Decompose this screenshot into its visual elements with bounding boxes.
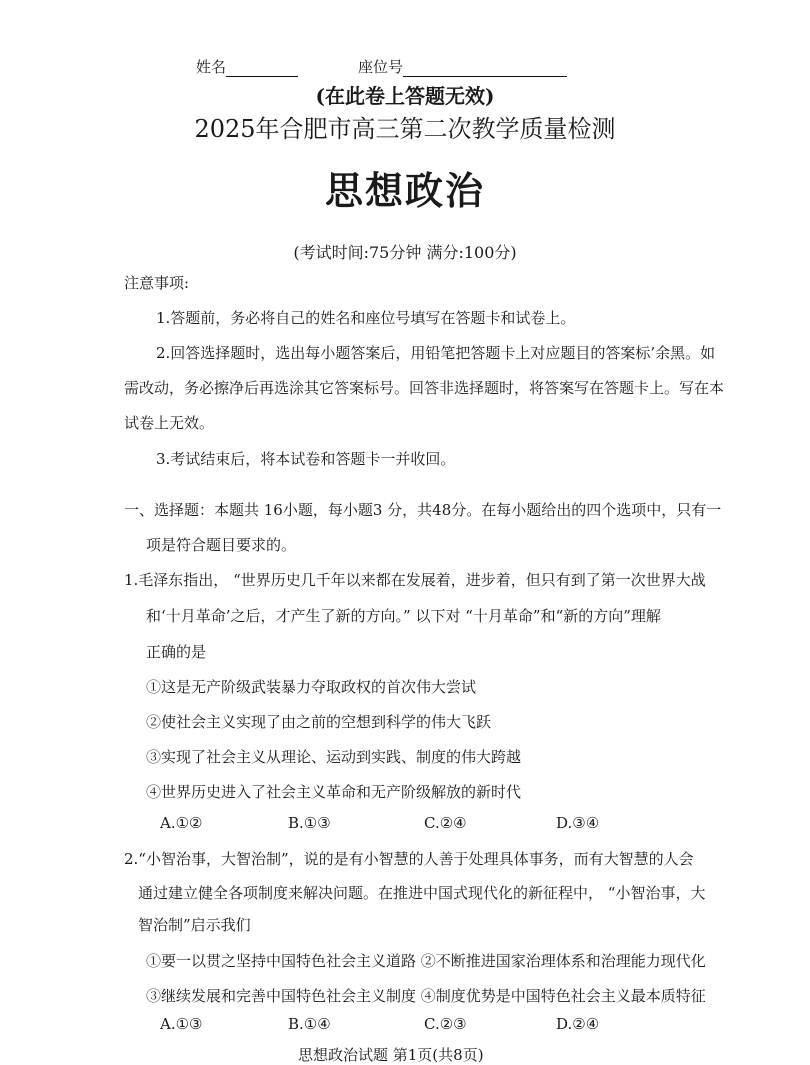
invalid-note: (在此卷上答题无效) (315, 84, 495, 108)
name-label: 姓名 (196, 58, 227, 76)
name-blank (226, 60, 298, 77)
q2-option-c: C.②③ (424, 1015, 467, 1033)
note-item-2-line-2: 需改动，务必擦净后再选涂其它答案标号。回答非选择题时，将答案写在答题卡上。写在本 (124, 379, 725, 397)
section-1-line-1: 一、选择题：本题共 16小题，每小题3 分，共48分。在每小题给出的四个选项中，只有一 (124, 501, 722, 519)
seat-blank (403, 60, 567, 77)
q2-line-1: 2.“小智治事，大智治制”，说的是有小智慧的人善于处理具体事务，而有大智慧的人会 (124, 850, 694, 868)
q2-statements-3-4: ③继续发展和完善中国特色社会主义制度 ④制度优势是中国特色社会主义最本质特征 (146, 987, 706, 1005)
q1-line-1: 1.毛泽东指出， “世界历史几千年以来都在发展着，进步着，但只有到了第一次世界大战 (124, 571, 706, 589)
name-seat-row (196, 56, 567, 77)
q2-option-d: D.②④ (556, 1015, 600, 1033)
q1-option-c: C.②④ (424, 814, 467, 832)
q2-line-2: 通过建立健全各项制度来解决问题。在推进中国式现代化的新征程中， “小智治事，大 (138, 884, 706, 902)
q2-option-b: B.①④ (288, 1015, 331, 1033)
q2-line-3: 智治制”启示我们 (138, 916, 251, 934)
q1-line-3: 正确的是 (146, 643, 207, 661)
note-item-3: 3.考试结束后，将本试卷和答题卡一并收回。 (156, 450, 456, 468)
q1-option-a: A.①② (160, 814, 203, 832)
q1-option-d: D.③④ (556, 814, 600, 832)
note-item-2-line-1: 2.回答选择题时，选出每小题答案后，用铅笔把答题卡上对应题目的答案标’余黑。如 (156, 344, 716, 362)
note-item-1: 1.答题前，务必将自己的姓名和座位号填写在答题卡和试卷上。 (156, 309, 576, 327)
q1-statement-3: ③实现了社会主义从理论、运动到实践、制度的伟大跨越 (146, 748, 522, 766)
notes-title: 注意事项: (124, 274, 190, 292)
q1-statement-4: ④世界历史进入了社会主义革命和无产阶级解放的新时代 (146, 783, 522, 801)
note-item-2-line-3: 试卷上无效。 (124, 414, 215, 432)
seat-label: 座位号 (358, 58, 404, 76)
time-info: (考试时间:75分钟 满分:100分) (293, 243, 517, 262)
q2-option-a: A.①③ (160, 1015, 203, 1033)
page-footer: 思想政治试题 第1页(共8页) (298, 1046, 484, 1064)
q1-option-b: B.①③ (288, 814, 331, 832)
q1-statement-1: ①这是无产阶级武装暴力夺取政权的首次伟大尝试 (146, 678, 477, 696)
exam-title: 2025年合肥市高三第二次教学质量检测 (194, 115, 616, 143)
subject-title: 思想政治 (324, 168, 485, 213)
section-1-line-2: 项是符合题目要求的。 (146, 536, 297, 554)
q2-statements-1-2: ①要一以贯之坚持中国特色社会主义道路 ②不断推进国家治理体系和治理能力现代化 (146, 952, 706, 970)
q1-line-2: 和‘十月革命’之后，才产生了新的方向。” 以下对 “十月革命”和“新的方向”理解 (146, 607, 661, 625)
q1-statement-2: ②使社会主义实现了由之前的空想到科学的伟大飞跃 (146, 713, 492, 731)
